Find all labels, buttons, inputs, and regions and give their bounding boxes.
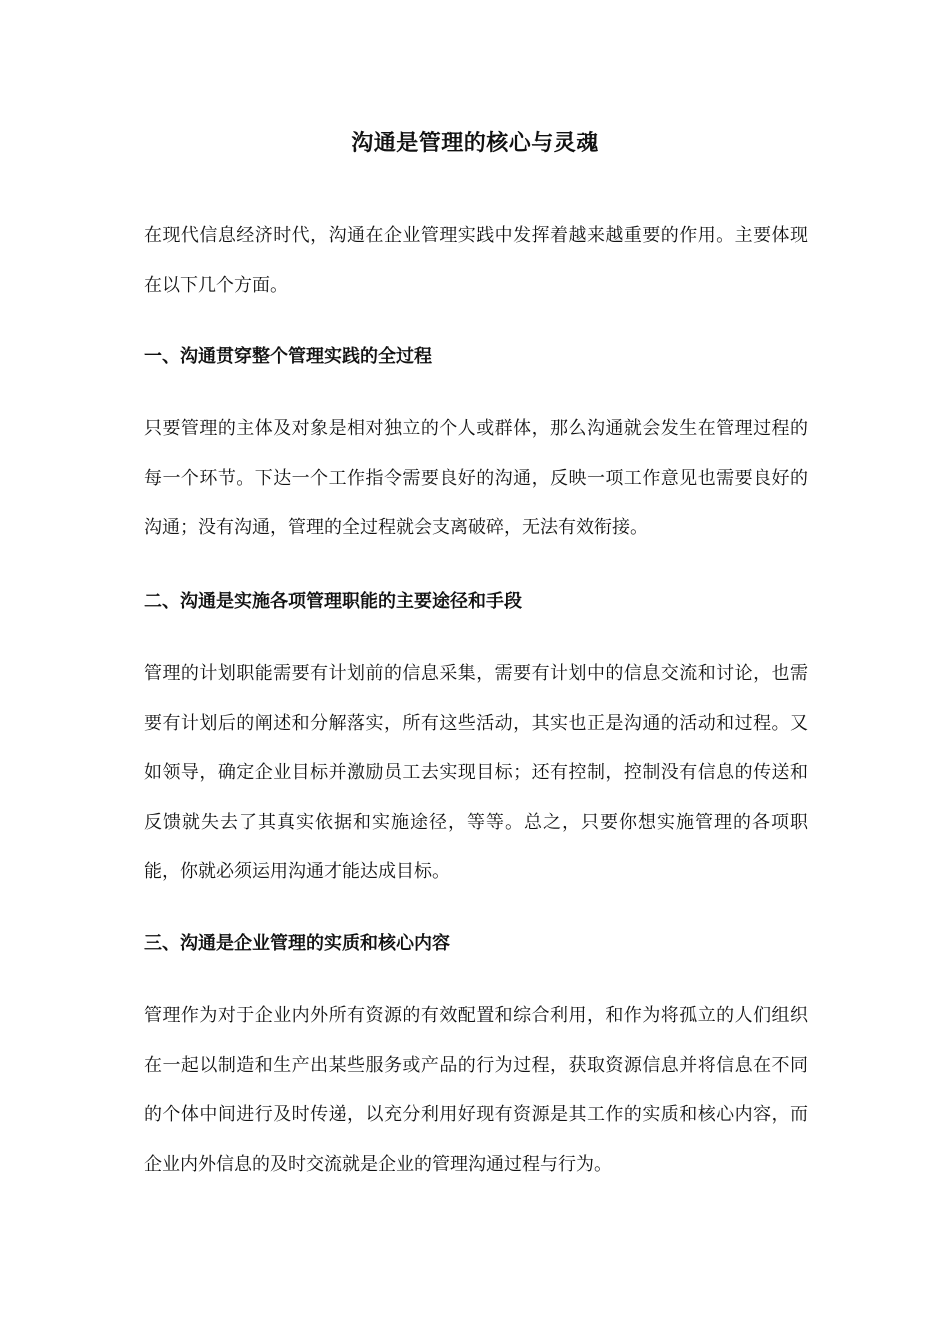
section-paragraph-2: 管理的计划职能需要有计划前的信息采集，需要有计划中的信息交流和讨论，也需要有计划后的阐述和分解落实，所有这些活动，其实也正是沟通的活动和过程。又如领导，确定企业目标并激励员工去实现目标；还有控制，控制没有信息的传送和反馈就失去了其真实依据和实施途径，等等。总之，只要你想实施管理的各项职能，你就必须运用沟通才能达成目标。 — [144, 663, 808, 882]
intro-paragraph: 在现代信息经济时代，沟通在企业管理实践中发挥着越来越重要的作用。主要体现在以下几个方面。 — [144, 225, 808, 296]
section-paragraph-1: 只要管理的主体及对象是相对独立的个人或群体，那么沟通就会发生在管理过程的每一个环节。下达一个工作指令需要良好的沟通，反映一项工作意见也需要良好的沟通；没有沟通，管理的全过程就会支离破碎，无法有效衔接。 — [144, 418, 808, 538]
section-paragraph-3: 管理作为对于企业内外所有资源的有效配置和综合利用，和作为将孤立的人们组织在一起以制造和生产出某些服务或产品的行为过程，获取资源信息并将信息在不同的个体中间进行及时传递，以充分利用好现有资源是其工作的实质和核心内容，而企业内外信息的及时交流就是企业的管理沟通过程与行为。 — [144, 1005, 808, 1175]
section-heading-3: 三、沟通是企业管理的实质和核心内容 — [144, 933, 450, 954]
section-heading-1: 一、沟通贯穿整个管理实践的全过程 — [144, 346, 432, 367]
section-heading-2: 二、沟通是实施各项管理职能的主要途径和手段 — [144, 591, 522, 612]
document-title: 沟通是管理的核心与灵魂 — [351, 130, 599, 156]
